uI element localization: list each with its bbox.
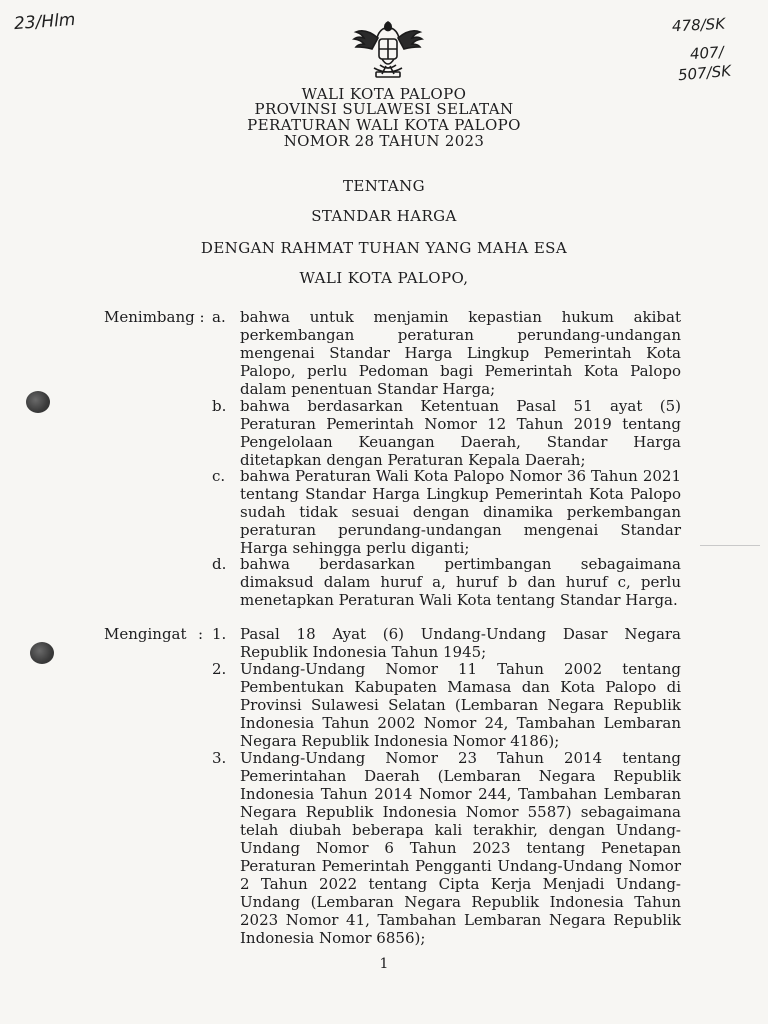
mengingat-label: Mengingat	[104, 625, 187, 643]
handwritten-note-top-left: 23/Hlm	[13, 9, 77, 35]
mengingat-colon: :	[198, 625, 204, 643]
mengingat-item-2: Undang-Undang Nomor 11 Tahun 2002 tentang Pembentukan Kabupaten Mamasa dan Kota Palopo di Provinsi Sulawesi Selatan (Lembaran Negara Republik Indonesia Tahun 2002 Nomor 24, Tambahan Lembaran Negara Republik Indonesia Nomor 4186);	[240, 660, 681, 750]
menimbang-marker-d: d.	[212, 555, 227, 573]
handwritten-note-right-1: 478/SK	[671, 14, 726, 36]
regulation-number: NOMOR 28 TAHUN 2023	[283, 132, 485, 150]
handwritten-note-right-3: 507/SK	[677, 61, 732, 85]
mengingat-item-3: Undang-Undang Nomor 23 Tahun 2014 tentang Pemerintahan Daerah (Lembaran Negara Republik Indonesia Tahun 2014 Nomor 244, Tambahan Lembaran Negara Republik Indonesia Nomor 5587) sebagaimana telah diubah beberapa kali terakhir, dengan Undang-Undang Nomor 6 Tahun 2023 tentang Penetapan Peraturan Pemerintah Pengganti Undang-Undang Nomor 2 Tahun 2022 tentang Cipta Kerja Menjadi Undang-Undang (Lembaran Negara Republik Indonesia Tahun 2023 Nomor 41, Tambahan Lembaran Negara Republik Indonesia Nomor 6856);	[240, 749, 681, 947]
tentang-heading: TENTANG	[342, 177, 425, 195]
menimbang-item-c: bahwa Peraturan Wali Kota Palopo Nomor 36 Tahun 2021 tentang Standar Harga Lingkup Pemerintah Kota Palopo sudah tidak sesuai dengan dinamika perkembangan peraturan perundang-undangan mengenai Standar Harga sehingga perlu diganti;	[240, 467, 681, 557]
menimbang-marker-a: a.	[212, 308, 226, 326]
menimbang-item-d: bahwa berdasarkan pertimbangan sebagaimana dimaksud dalam huruf a, huruf b dan huruf c, perlu menetapkan Peraturan Wali Kota tentang Standar Harga.	[240, 555, 681, 609]
menimbang-marker-b: b.	[212, 397, 227, 415]
mengingat-marker-2: 2.	[212, 660, 227, 678]
menimbang-item-b: bahwa berdasarkan Ketentuan Pasal 51 ayat (5) Peraturan Pemerintah Nomor 12 Tahun 2019 tentang Pengelolaan Keuangan Daerah, Standar Harga ditetapkan dengan Peraturan Kepala Daerah;	[240, 397, 681, 469]
preamble-rahmat: DENGAN RAHMAT TUHAN YANG MAHA ESA	[200, 239, 568, 257]
menimbang-item-a: bahwa untuk menjamin kepastian hukum akibat perkembangan peraturan perundang-undangan mengenai Standar Harga Lingkup Pemerintah Kota Palopo, perlu Pedoman bagi Pemerintah Kota Palopo dalam penentuan Standar Harga;	[240, 308, 681, 398]
menimbang-label: Menimbang :	[104, 308, 205, 326]
page-number: 1	[379, 956, 389, 972]
mengingat-item-1: Pasal 18 Ayat (6) Undang-Undang Dasar Negara Republik Indonesia Tahun 1945;	[240, 625, 681, 661]
punch-hole	[30, 642, 54, 664]
handwritten-note-right-2: 407/	[689, 42, 725, 64]
garuda-emblem-icon	[352, 16, 424, 82]
punch-hole	[26, 391, 50, 413]
province-title: PROVINSI SULAWESI SELATAN	[254, 100, 514, 118]
mengingat-marker-3: 3.	[212, 749, 227, 767]
issuer-title: WALI KOTA PALOPO	[301, 85, 467, 103]
scan-artifact	[700, 545, 760, 546]
mengingat-marker-1: 1.	[212, 625, 227, 643]
regulation-title: PERATURAN WALI KOTA PALOPO	[247, 116, 521, 134]
preamble-wali: WALI KOTA PALOPO,	[299, 269, 469, 287]
menimbang-marker-c: c.	[212, 467, 226, 485]
regulation-subject: STANDAR HARGA	[311, 207, 457, 225]
